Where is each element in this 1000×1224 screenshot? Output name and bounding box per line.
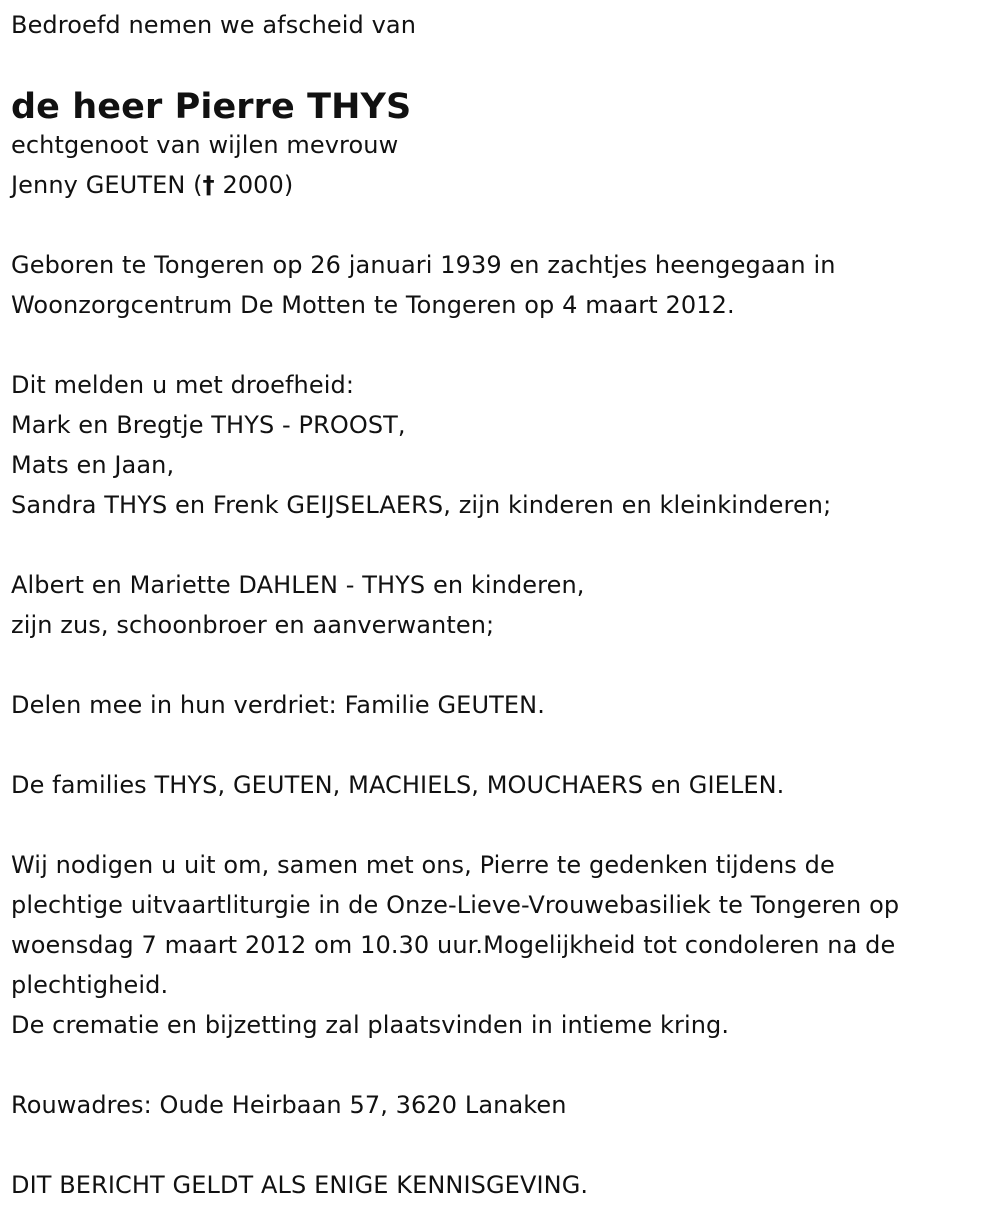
obituary-notice: [11, 0, 996, 1205]
spouse-line: echtgenoot van wijlen mevrouw: [11, 131, 399, 159]
spouse-name-text: Jenny GEUTEN (: [11, 171, 203, 199]
spouse-death-year: 2000): [214, 171, 294, 199]
birth-death-line-2: Woonzorgcentrum De Motten te Tongeren op 4 maart 2012.: [11, 291, 735, 319]
announce-line-4: Sandra THYS en Frenk GEIJSELAERS, zijn kinderen en kleinkinderen;: [11, 491, 832, 519]
ceremony-line-2: plechtige uitvaartliturgie in de Onze-Lieve-Vrouwebasiliek te Tongeren op: [11, 891, 900, 919]
announce-line-1: Dit melden u met droefheid:: [11, 371, 355, 399]
families-line: De families THYS, GEUTEN, MACHIELS, MOUCHAERS en GIELEN.: [11, 771, 785, 799]
deceased-name: de heer Pierre THYS: [11, 87, 412, 127]
cross-icon: †: [202, 171, 215, 199]
siblings-line-2: zijn zus, schoonbroer en aanverwanten;: [11, 611, 495, 639]
notice-line: DIT BERICHT GELDT ALS ENIGE KENNISGEVING.: [11, 1171, 589, 1199]
siblings-line-1: Albert en Mariette DAHLEN - THYS en kinderen,: [11, 571, 585, 599]
ceremony-line-5: De crematie en bijzetting zal plaatsvinden in intieme kring.: [11, 1011, 730, 1039]
ceremony-line-1: Wij nodigen u uit om, samen met ons, Pierre te gedenken tijdens de: [11, 851, 835, 879]
announce-line-2: Mark en Bregtje THYS - PROOST,: [11, 411, 406, 439]
ceremony-line-4: plechtigheid.: [11, 971, 169, 999]
address-line: Rouwadres: Oude Heirbaan 57, 3620 Lanaken: [11, 1091, 567, 1119]
birth-death-line-1: Geboren te Tongeren op 26 januari 1939 en zachtjes heengegaan in: [11, 251, 836, 279]
spouse-name: [11, 165, 996, 205]
intro-text: Bedroefd nemen we afscheid van: [11, 11, 417, 39]
ceremony-line-3: woensdag 7 maart 2012 om 10.30 uur.Mogelijkheid tot condoleren na de: [11, 931, 896, 959]
sharing-line: Delen mee in hun verdriet: Familie GEUTEN.: [11, 691, 545, 719]
announce-line-3: Mats en Jaan,: [11, 451, 175, 479]
